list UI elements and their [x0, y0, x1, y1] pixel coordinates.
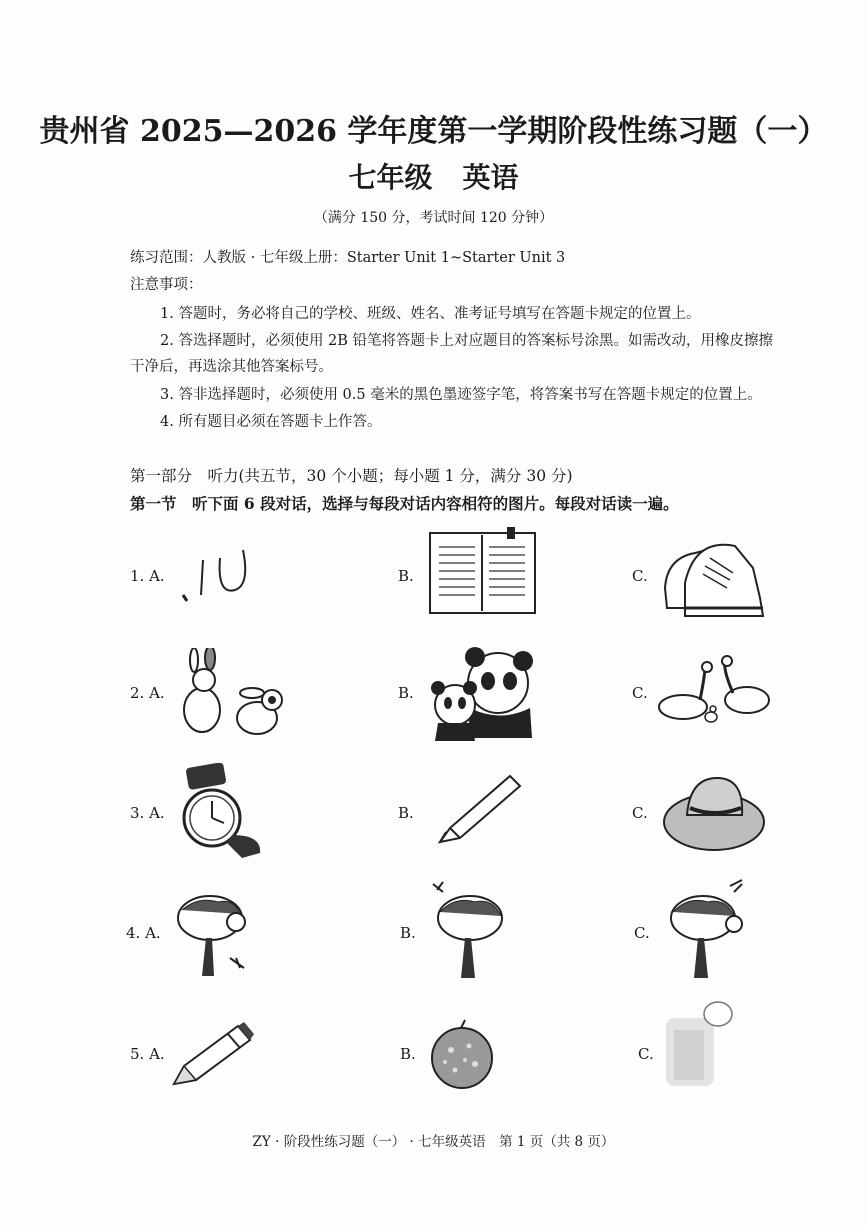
notes-heading: 注意事项：: [130, 277, 203, 293]
subject-label: 英语: [462, 161, 519, 194]
q2-option-b[interactable]: B.: [398, 684, 414, 702]
note-item-2-cont: 干净后，再选涂其他答案标号。: [130, 359, 333, 375]
q1-option-b[interactable]: B.: [398, 567, 414, 585]
cup-icon: [660, 1000, 740, 1092]
q2-option-a[interactable]: 2. A.: [130, 684, 165, 702]
q5-option-a[interactable]: 5. A.: [130, 1045, 165, 1063]
score-info: （满分 150 分，考试时间 120 分钟）: [313, 210, 554, 226]
q4-option-a[interactable]: 4. A.: [126, 924, 161, 942]
watch-icon: [172, 763, 272, 863]
note-item-2: 2. 答选择题时，必须使用 2B 铅笔将答题卡上对应题目的答案标号涂黑。如需改动，用橡皮擦擦: [160, 333, 774, 349]
q5-option-c[interactable]: C.: [638, 1045, 654, 1063]
note-item-1: 1. 答题时，务必将自己的学校、班级、姓名、准考证号填写在答题卡规定的位置上。: [160, 306, 701, 322]
q4-option-c[interactable]: C.: [634, 924, 650, 942]
rabbits-icon: [172, 648, 292, 740]
hat-icon: [662, 770, 767, 855]
part1-heading: 第一部分 听力(共五节，30 个小题；每小题 1 分，满分 30 分): [130, 467, 573, 485]
note-item-3: 3. 答非选择题时，必须使用 0.5 毫米的黑色墨迹签字笔，将答案书写在答题卡规定的位置上。: [160, 387, 762, 403]
q3-option-b[interactable]: B.: [398, 804, 414, 822]
scope-line: 练习范围：人教版 · 七年级上册：Starter Unit 1~Starter Unit 3: [130, 250, 566, 266]
exam-title: 贵州省 2025—2026 学年度第一学期阶段性练习题（一）: [39, 114, 828, 149]
pen-icon: [432, 770, 527, 850]
q3-option-a[interactable]: 3. A.: [130, 804, 165, 822]
q5-option-b[interactable]: B.: [400, 1045, 416, 1063]
q4-option-b[interactable]: B.: [400, 924, 416, 942]
letters-icon: [175, 540, 275, 610]
page-footer: ZY · 阶段性练习题（一） · 七年级英语 第 1 页（共 8 页）: [252, 1134, 615, 1150]
tree-icon: [425, 878, 515, 982]
geese-icon: [655, 655, 775, 730]
exam-subtitle: [0, 156, 867, 196]
tree-icon: [658, 878, 750, 982]
q1-option-c[interactable]: C.: [632, 567, 648, 585]
tree-icon: [168, 880, 258, 980]
section1-heading: 第一节 听下面 6 段对话，选择与每段对话内容相符的图片。每段对话读一遍。: [130, 494, 679, 513]
book-icon: [425, 525, 540, 620]
orange-icon: [425, 1018, 500, 1090]
note-item-4: 4. 所有题目必须在答题卡上作答。: [160, 414, 382, 430]
q1-option-a[interactable]: 1. A.: [130, 567, 165, 585]
pandas-icon: [420, 643, 540, 743]
grade-label: 七年级: [348, 161, 433, 194]
pencil-icon: [168, 1018, 258, 1090]
shoes-icon: [655, 528, 770, 623]
q2-option-c[interactable]: C.: [632, 684, 648, 702]
q3-option-c[interactable]: C.: [632, 804, 648, 822]
